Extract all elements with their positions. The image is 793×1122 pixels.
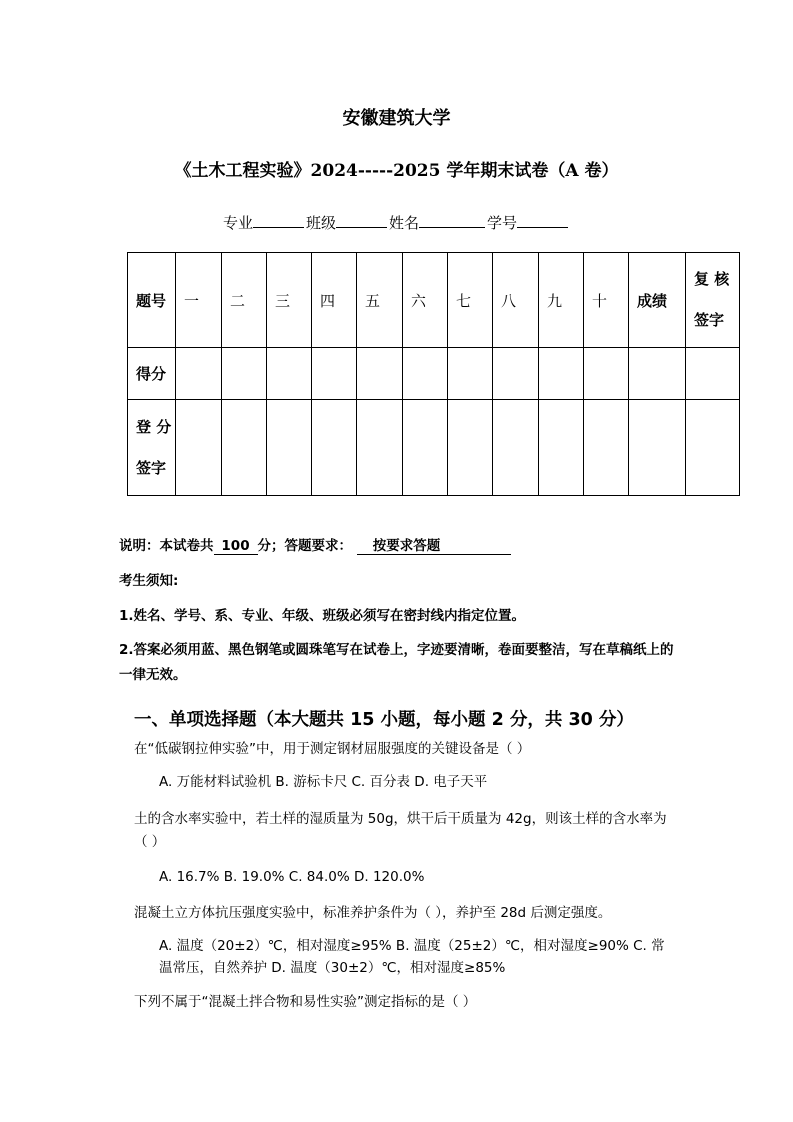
exam-description: [119, 534, 511, 555]
question-stem: 在“低碳钢拉伸实验”中，用于测定钢材屈服强度的关键设备是（ ）: [134, 741, 531, 757]
header-cell: 七: [448, 253, 493, 348]
section-title: 一、单项选择题（本大题共 15 小题，每小题 2 分，共 30 分）: [134, 710, 634, 730]
score-cell[interactable]: [686, 348, 740, 400]
name-blank[interactable]: [419, 213, 485, 228]
sign-cell[interactable]: [403, 400, 448, 496]
review-sign-top: 复 核: [694, 270, 730, 288]
question-stem: 混凝土立方体抗压强度实验中，标准养护条件为（ ），养护至 28d 后测定强度。: [134, 905, 612, 921]
sign-cell[interactable]: [222, 400, 267, 496]
score-cell[interactable]: [222, 348, 267, 400]
total-score: 100: [214, 538, 258, 555]
score-cell[interactable]: [539, 348, 584, 400]
question-stem: 下列不属于“混凝土拌合物和易性实验”测定指标的是（ ）: [134, 994, 477, 1010]
score-cell[interactable]: [312, 348, 357, 400]
header-cell: 十: [584, 253, 629, 348]
header-cell: 九: [539, 253, 584, 348]
student-id-blank[interactable]: [517, 213, 568, 228]
desc-prefix: 说明：本试卷共: [119, 538, 214, 554]
header-cell: 题号: [128, 253, 176, 348]
question-options: A. 16.7% B. 19.0% C. 84.0% D. 120.0%: [159, 869, 425, 885]
score-cell[interactable]: [493, 348, 539, 400]
name-label: 姓名: [389, 214, 420, 232]
header-cell: 三: [267, 253, 312, 348]
sign-cell[interactable]: [176, 400, 222, 496]
review-sign-header: [686, 253, 740, 348]
sign-cell[interactable]: [493, 400, 539, 496]
exam-title: 《土木工程实验》2024-----2025 学年期末试卷（A 卷）: [174, 161, 619, 181]
sign-cell[interactable]: [357, 400, 403, 496]
sign-cell[interactable]: [448, 400, 493, 496]
register-sign-row: [128, 400, 740, 496]
class-blank[interactable]: [336, 213, 387, 228]
header-cell: 五: [357, 253, 403, 348]
major-label: 专业: [222, 214, 253, 232]
register-sign-bottom: 签字: [136, 458, 167, 477]
score-cell[interactable]: [629, 348, 686, 400]
header-cell: 六: [403, 253, 448, 348]
notice-item-1: 1.姓名、学号、系、专业、年级、班级必须写在密封线内指定位置。: [119, 608, 526, 624]
header-cell: 一: [176, 253, 222, 348]
sign-cell[interactable]: [584, 400, 629, 496]
university-name: 安徽建筑大学: [342, 108, 451, 129]
sign-cell[interactable]: [539, 400, 584, 496]
question-options: A. 温度（20±2）℃，相对湿度≥95% B. 温度（25±2）℃，相对湿度≥90% C. 常温常压，自然养护 D. 温度（30±2）℃，相对湿度≥85%: [159, 938, 665, 976]
register-sign-top: 登 分: [136, 417, 172, 436]
score-cell[interactable]: [267, 348, 312, 400]
header-cell: 成绩: [629, 253, 686, 348]
notice-item-2: 2.答案必须用蓝、黑色钢笔或圆珠笔写在试卷上，字迹要清晰，卷面要整洁，写在草稿纸上的一律无效。: [119, 642, 674, 683]
score-row: [128, 348, 740, 400]
review-sign-bottom: 签字: [694, 311, 725, 329]
question-options: A. 万能材料试验机 B. 游标卡尺 C. 百分表 D. 电子天平: [159, 774, 488, 790]
answer-requirement: 按要求答题: [357, 534, 511, 555]
score-table: [127, 252, 740, 496]
question-number-row: [128, 253, 740, 348]
score-cell[interactable]: [176, 348, 222, 400]
register-sign-label: [128, 400, 176, 496]
header-cell: 四: [312, 253, 357, 348]
sign-cell[interactable]: [629, 400, 686, 496]
student-info-line: [0, 212, 793, 233]
score-cell[interactable]: [357, 348, 403, 400]
sign-cell[interactable]: [267, 400, 312, 496]
question-stem: 土的含水率实验中，若土样的湿质量为 50g，烘干后干质量为 42g，则该土样的含水率为（ ）: [134, 811, 667, 850]
header-cell: 二: [222, 253, 267, 348]
notice-title: 考生须知:: [119, 573, 179, 589]
class-label: 班级: [305, 214, 336, 232]
sign-cell[interactable]: [686, 400, 740, 496]
major-blank[interactable]: [253, 213, 304, 228]
desc-mid: 分；答题要求：: [257, 538, 352, 554]
score-cell[interactable]: [403, 348, 448, 400]
header-cell: 八: [493, 253, 539, 348]
student-id-label: 学号: [487, 214, 518, 232]
score-cell[interactable]: [584, 348, 629, 400]
score-cell[interactable]: [448, 348, 493, 400]
score-row-label: 得分: [128, 348, 176, 400]
sign-cell[interactable]: [312, 400, 357, 496]
